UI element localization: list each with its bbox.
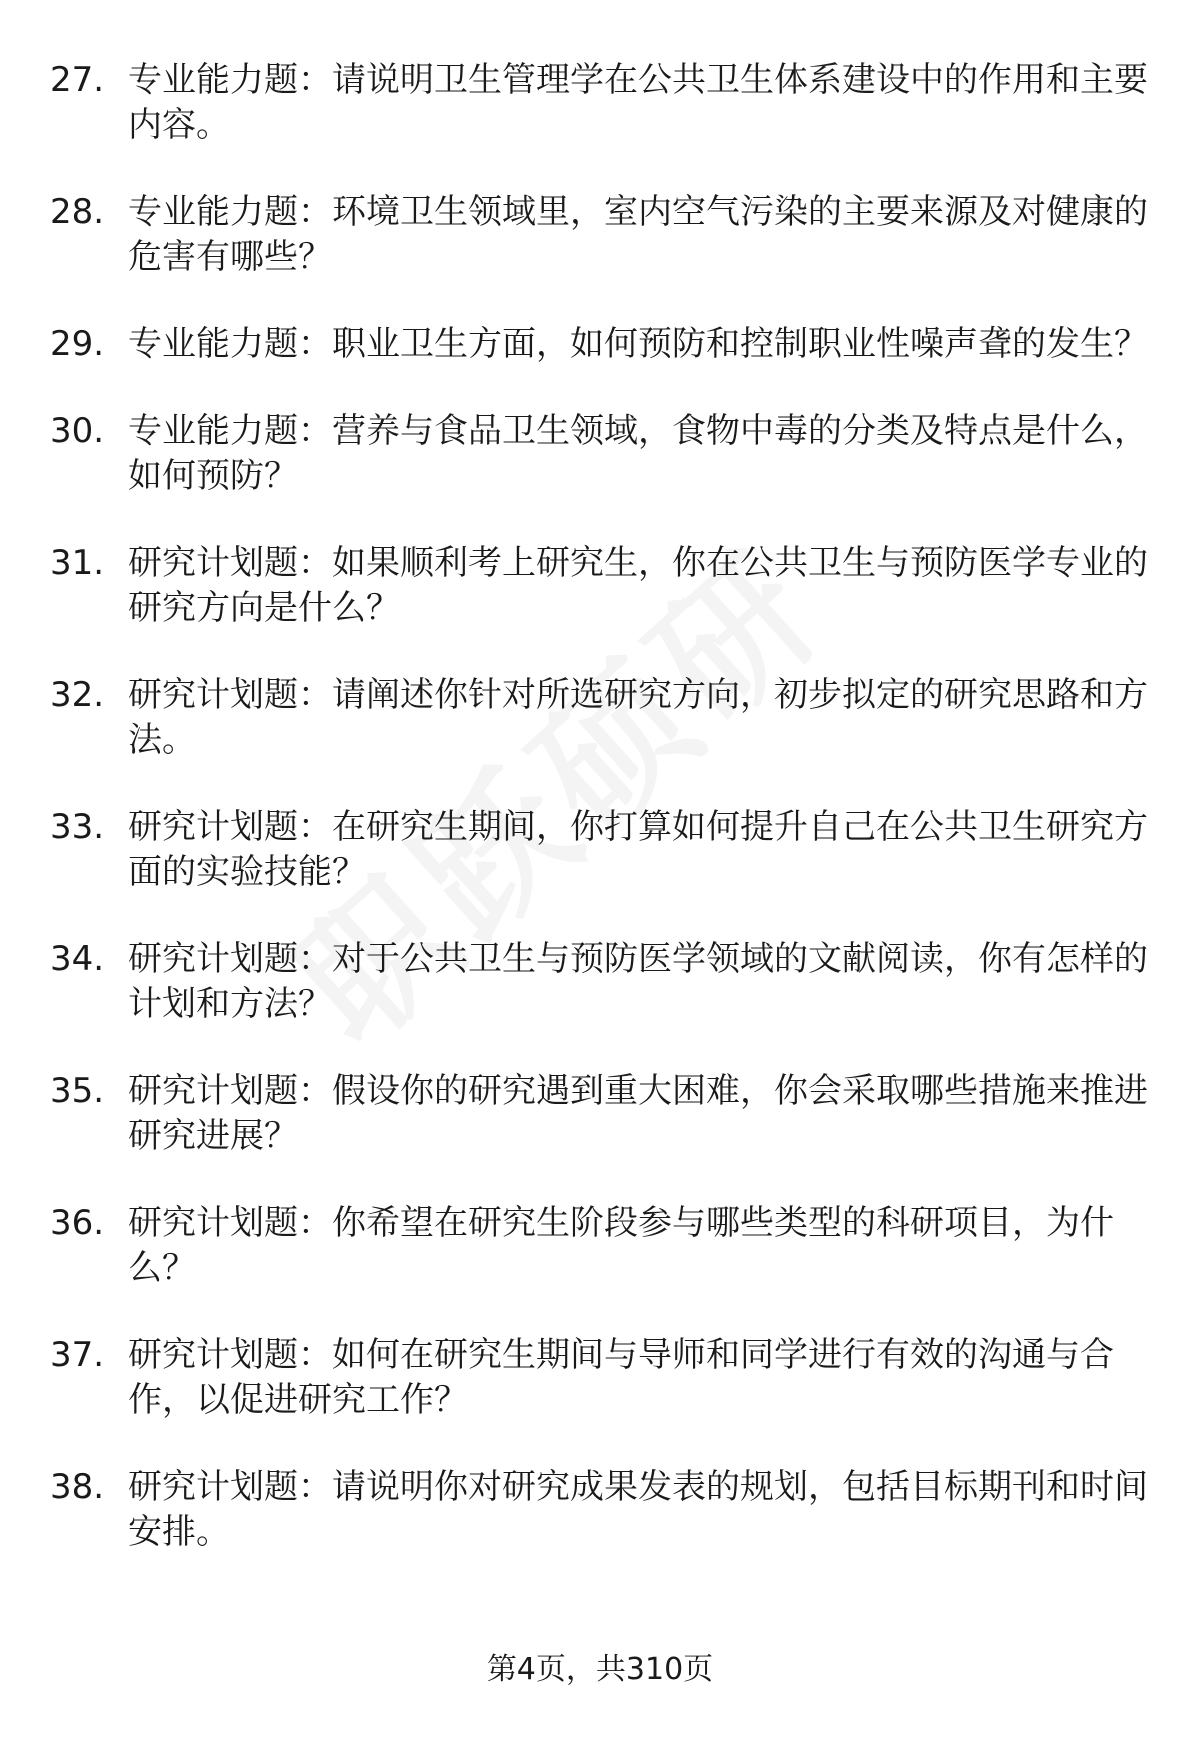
question-list — [50, 58, 1150, 1597]
question-item — [50, 1069, 1150, 1159]
question-text: 研究计划题：如何在研究生期间与导师和同学进行有效的沟通与合作，以促进研究工作？ — [128, 1335, 1114, 1420]
question-item — [50, 409, 1150, 499]
question-item — [50, 805, 1150, 895]
question-text: 专业能力题：环境卫生领域里，室内空气污染的主要来源及对健康的危害有哪些？ — [128, 192, 1148, 277]
question-number: 32. — [50, 675, 105, 715]
question-text: 研究计划题：你希望在研究生阶段参与哪些类型的科研项目，为什么？ — [128, 1203, 1114, 1288]
question-number: 28. — [50, 192, 105, 232]
question-number: 36. — [50, 1203, 105, 1243]
question-number: 31. — [50, 543, 105, 583]
question-text: 专业能力题：请说明卫生管理学在公共卫生体系建设中的作用和主要内容。 — [128, 60, 1148, 145]
question-item — [50, 673, 1150, 763]
question-item — [50, 937, 1150, 1027]
question-text: 专业能力题：营养与食品卫生领域，食物中毒的分类及特点是什么，如何预防？ — [128, 411, 1148, 496]
question-text: 研究计划题：请说明你对研究成果发表的规划，包括目标期刊和时间安排。 — [128, 1467, 1148, 1552]
question-number: 30. — [50, 411, 105, 451]
question-number: 27. — [50, 60, 105, 100]
question-number: 37. — [50, 1335, 105, 1375]
question-text: 研究计划题：对于公共卫生与预防医学领域的文献阅读，你有怎样的计划和方法？ — [128, 939, 1148, 1024]
question-number: 34. — [50, 939, 105, 979]
question-number: 35. — [50, 1071, 105, 1111]
question-item — [50, 190, 1150, 280]
question-text: 研究计划题：假设你的研究遇到重大困难，你会采取哪些措施来推进研究进展？ — [128, 1071, 1148, 1156]
question-text: 研究计划题：如果顺利考上研究生，你在公共卫生与预防医学专业的研究方向是什么？ — [128, 543, 1148, 628]
question-number: 29. — [50, 324, 105, 364]
page-footer: 第4页，共310页 — [486, 1652, 714, 1687]
question-item — [50, 322, 1150, 367]
question-item — [50, 1201, 1150, 1291]
question-item — [50, 1465, 1150, 1555]
question-text: 研究计划题：在研究生期间，你打算如何提升自己在公共卫生研究方面的实验技能？ — [128, 807, 1148, 892]
question-number: 33. — [50, 807, 105, 847]
question-text: 研究计划题：请阐述你针对所选研究方向，初步拟定的研究思路和方法。 — [128, 675, 1148, 760]
question-number: 38. — [50, 1467, 105, 1507]
question-item — [50, 1333, 1150, 1423]
question-text: 专业能力题：职业卫生方面，如何预防和控制职业性噪声聋的发生？ — [128, 324, 1148, 364]
question-item — [50, 541, 1150, 631]
question-item — [50, 58, 1150, 148]
